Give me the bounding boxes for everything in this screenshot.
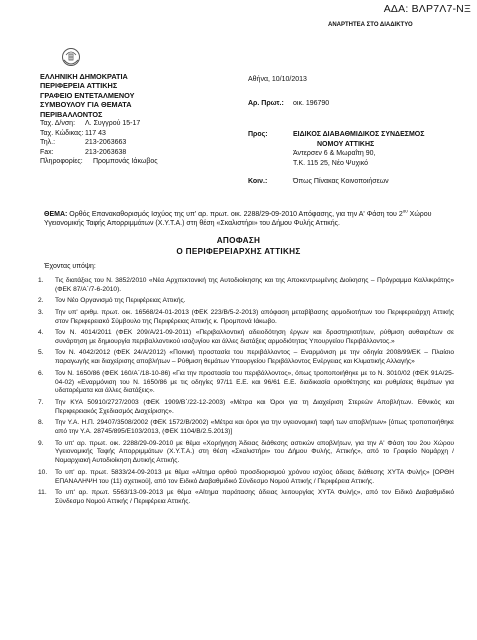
- recipient-label: Προς:: [248, 131, 268, 138]
- item-text: Τον Ν. 4042/2012 (ΦΕΚ 24/Α/2012) «Ποινική προστασία του περιβάλλοντος – Εναρμόνιση με την οδηγία 2008/99/ΕΚ – Πλαίσιο παραγωγής και διαχείρισης αποβλήτων – Ρύθμιση θεμάτων Υπουργείου Περιβάλλοντος Ενέργειας και Κλιματικής Αλλαγής»: [55, 349, 454, 366]
- item-text: Τον Νέο Οργανισμό της Περιφέρειας Αττικής.: [55, 297, 186, 305]
- organization-header: [40, 72, 134, 119]
- contact-label: Ταχ. Δ/νση:: [40, 120, 76, 127]
- item-text: Την Υ.Α. Η.Π. 29407/3508/2002 (ΦΕΚ 1572/Β/2002) «Μέτρα και όροι για την υγειονομική ταφή των αποβλήτων» [όπως τροποποιήθηκε από την Υ.Α. 28745/895/Ε103/2013, (ΦΕΚ 1104/Β/2.5.2013)]: [55, 419, 454, 436]
- contact-row: [40, 138, 158, 148]
- contact-row: [40, 148, 158, 158]
- item-number: 3.: [38, 308, 44, 316]
- org-line: ΓΡΑΦΕΙΟ ΕΝΤΕΤΑΛΜΕΝΟΥ: [40, 90, 135, 100]
- item-number: 8.: [38, 419, 44, 427]
- list-item: [38, 277, 454, 295]
- subject-superscript: ου: [402, 208, 408, 214]
- item-number: 9.: [38, 439, 44, 447]
- list-item: [38, 489, 454, 507]
- contact-row: [40, 157, 158, 167]
- protocol-number: [248, 100, 329, 107]
- recipient-block: [248, 130, 424, 187]
- document-date: Αθήνα, 10/10/2013: [248, 76, 307, 83]
- contact-value: Προμπονάς Ιάκωβος: [93, 158, 158, 166]
- contact-label: Fax:: [40, 148, 54, 156]
- item-text: Τις διατάξεις του Ν. 3852/2010 «Νέα Αρχιτεκτονική της Αυτοδιοίκησης και της Αποκεντρωμένης Διοίκησης – Πρόγραμμα Καλλικράτης» (ΦΕΚ 87/Α΄/7-6-2010).: [55, 277, 454, 293]
- contact-value: 213-2063638: [85, 148, 127, 156]
- ada-code: ΑΔΑ: ΒΛΡ7Λ7-ΝΞ: [383, 3, 471, 15]
- decision-title: ΑΠΟΦΑΣΗ: [216, 236, 261, 245]
- item-number: 1.: [38, 277, 44, 284]
- org-line: ΠΕΡΙΒΑΛΛΟΝΤΟΣ: [40, 109, 103, 119]
- item-text: Την υπ' αριθμ. πρωτ. οικ. 16568/24-01-2013 (ΦΕΚ 223/Β/5-2-2013) απόφαση μεταβίβασης αρμοδιοτήτων του Περιφερειάρχη Αττικής στον Περιφερειακό Σύμβουλο της Περιφέρειας Αττικής κ. Προμπονά Ιάκωβο.: [55, 308, 454, 325]
- recipient-name: ΕΙΔΙΚΟΣ ΔΙΑΒΑΘΜΙΔΙΚΟΣ ΣΥΝΔΕΣΜΟΣ: [293, 131, 425, 138]
- list-item: [38, 399, 454, 417]
- item-text: Τον Ν. 1650/86 (ΦΕΚ 160/Α΄/18-10-86) «Για την προστασία του περιβάλλοντος», όπως τροποποιήθηκε με το Ν. 3010/02 (ΦΕΚ 91Α/25-04-02) «Εναρμόνιση του Ν. 1650/86 με τις οδηγίες 97/11 Ε.Ε. και 96/61 Ε.Ε. διαδικασία οριοθέτησης και ρυθμίσεις θεμάτων για υδατορέματα και άλλες διατάξεις».: [55, 369, 454, 395]
- contact-label: Ταχ. Κώδικας:: [40, 129, 84, 137]
- item-number: 10.: [38, 468, 48, 476]
- considerations-list: [38, 277, 454, 509]
- contact-value: 213-2063663: [85, 139, 127, 147]
- list-item: [38, 309, 454, 327]
- list-item: [38, 349, 454, 367]
- greek-emblem-icon: [60, 46, 82, 68]
- contact-row: [40, 119, 158, 129]
- subject-label: ΘΕΜΑ:: [44, 211, 68, 218]
- item-number: 5.: [38, 349, 44, 357]
- list-item: [38, 440, 454, 467]
- protocol-value: οικ. 196790: [293, 100, 330, 107]
- contact-value: 117 43: [85, 129, 106, 137]
- list-item: [38, 419, 454, 437]
- posted-online-label: ΑΝΑΡΤΗΤΕΑ ΣΤΟ ΔΙΑΔΙΚΤΥΟ: [328, 22, 413, 28]
- item-number: 7.: [38, 398, 44, 406]
- item-text: Την ΚΥΑ 50910/2727/2003 (ΦΕΚ 1909/Β΄/22-12-2003) «Μέτρα και Όροι για τη Διαχείριση Στερεών Αποβλήτων. Εθνικός και Περιφερειακός Σχεδιασμός Διαχείρισης».: [55, 398, 454, 415]
- subject-text: Ορθός Επανακαθορισμός Ισχύος της υπ' αρ. πρωτ. οικ. 2288/29-09-2010 Απόφασης, για την Α' Φάση του 2: [69, 211, 403, 218]
- recipient-address: Τ.Κ. 115 25, Νέο Ψυχικό: [293, 159, 369, 167]
- item-text: Το υπ' αρ. πρωτ. οικ. 2288/29-09-2010 με θέμα «Χορήγηση Άδειας διάθεσης αστικών αποβλήτων, για την Α' Φάση του 2ου Χώρου Υγειονομικής Ταφής Απορριμμάτων (Χ.Υ.Τ.Α.) στη θέση «Σκαλιστήρι» του Δήμου Φυλής, Αττικής», από το Γραφείο Νομάρχη / Νομαρχιακή Αυτοδιοίκηση Δυτικής Αττικής.: [55, 439, 454, 465]
- list-item: [38, 469, 454, 487]
- item-text: Το υπ' αρ. πρωτ. 5833/24-09-2013 με θέμα «Αίτημα ορθού προσδιορισμού χρόνου ισχύος άδειας διάθεσης ΧΥΤΑ Φυλής» [ΟΡΘΗ ΕΠΑΝΑΛΗΨΗ του (11) σχετικού], από τον Ειδικό Διαβαθμιδικό Σύνδεσμο Νομού Αττικής / Περιφέρεια Αττικής.: [55, 468, 454, 485]
- list-item: [38, 329, 454, 347]
- contact-row: [40, 129, 158, 139]
- list-item: [38, 297, 454, 306]
- subject-text-continued: Χώρου Υγειονομικής Ταφής Απορριμμάτων (Χ.Υ.Τ.Α.) στη θέση «Σκαλιστήρι» του Δήμου Φυλής Αττικής.: [44, 211, 432, 228]
- contact-label: Πληροφορίες:: [40, 158, 83, 166]
- cc-label: Κοιν.:: [248, 178, 268, 186]
- item-number: 2.: [38, 297, 44, 305]
- item-text: Το υπ' αρ. πρωτ. 5563/13-09-2013 με θέμα «Αίτημα παράτασης άδειας λειτουργίας ΧΥΤΑ Φυλής», από τον Ειδικό Διαβαθμιδικό Σύνδεσμο Νομού Αττικής / Περιφέρεια Αττικής.: [55, 489, 454, 505]
- org-line: ΠΕΡΙΦΕΡΕΙΑ ΑΤΤΙΚΗΣ: [40, 81, 118, 91]
- protocol-label: Αρ. Πρωτ.:: [248, 100, 284, 107]
- contact-block: [40, 119, 158, 167]
- authority-title: Ο ΠΕΡΙΦΕΡΕΙΑΡΧΗΣ ΑΤΤΙΚΗΣ: [176, 247, 301, 256]
- contact-label: Τηλ.:: [40, 139, 56, 147]
- org-line: ΕΛΛΗΝΙΚΗ ΔΗΜΟΚΡΑΤΙΑ: [40, 72, 128, 81]
- item-number: 6.: [38, 369, 44, 377]
- org-line: ΣΥΜΒΟΥΛΟΥ ΓΙΑ ΘΕΜΑΤΑ: [40, 100, 132, 110]
- item-number: 11.: [38, 489, 47, 497]
- subject-block: [44, 210, 456, 229]
- list-item: [38, 370, 454, 397]
- recipient-address: Άντερσεν 6 & Μωραΐτη 90,: [293, 150, 376, 158]
- recipient-name-line2: ΝΟΜΟΥ ΑΤΤΙΚΗΣ: [317, 140, 375, 148]
- contact-value: Λ. Συγγρού 15-17: [85, 120, 141, 127]
- item-text: Τον Ν. 4014/2011 (ΦΕΚ 209/Α/21-09-2011) «Περιβαλλοντική αδειοδότηση έργων και δραστηριοτήτων, ρύθμιση αυθαιρέτων σε συνάρτηση με δημιουργία περιβαλλοντικού ισοζυγίου και άλλες διατάξεις αρμοδιότητας Υπουργείου Περιβάλλοντος.»: [55, 329, 454, 345]
- item-number: 4.: [38, 329, 44, 337]
- considering-label: Έχοντας υπόψη:: [44, 263, 96, 270]
- cc-value: Όπως Πίνακας Κοινοποιήσεων: [293, 178, 389, 186]
